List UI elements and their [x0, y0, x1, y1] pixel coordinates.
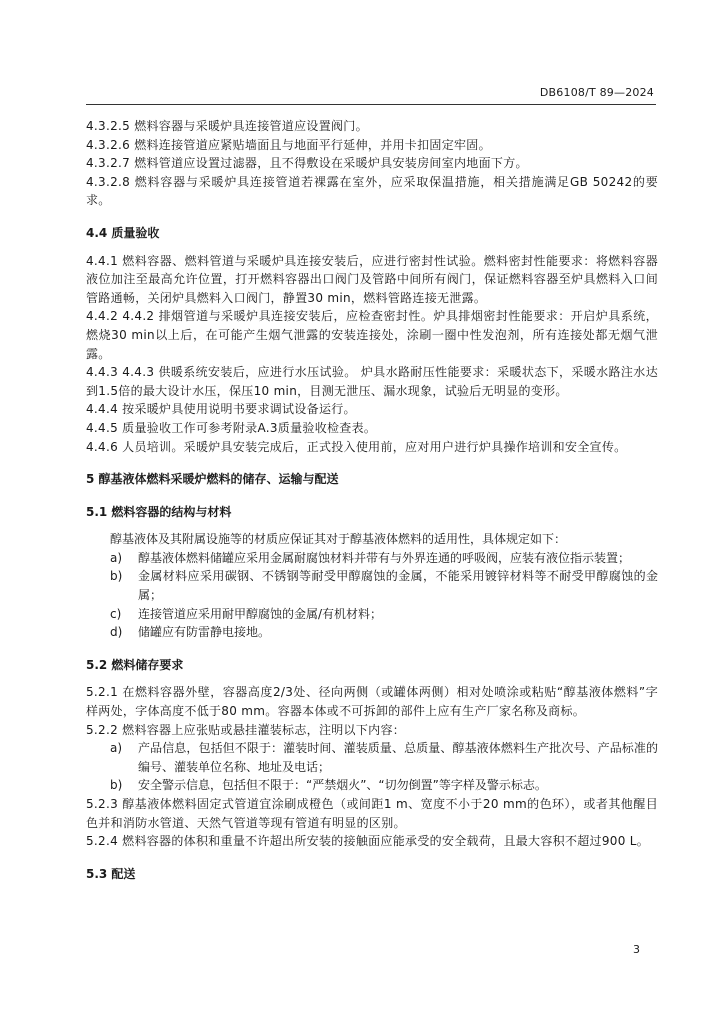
list-item-label: c)	[110, 606, 122, 621]
section-heading-4-4: 4.4 质量验收	[86, 225, 160, 240]
clause-4-3-2-6: 4.3.2.6 燃料连接管道应紧贴墙面且与地面平行延伸，并用卡扣固定牢固。	[86, 137, 491, 152]
clause-4-4-6: 4.4.6 人员培训。采暖炉具安装完成后，正式投入使用前，应对用户进行炉具操作培训和安全宣传。	[86, 439, 627, 454]
list-item	[86, 567, 658, 604]
section-heading-5-1: 5.1 燃料容器的结构与材料	[86, 504, 232, 519]
header-rule	[86, 104, 656, 105]
document-body	[86, 117, 658, 883]
clause-5-2-2: 5.2.2 燃料容器上应张贴或悬挂灌装标志，注明以下内容：	[86, 722, 406, 737]
list-item	[86, 623, 658, 642]
list-item-text: 金属材料应采用碳钢、不锈钢等耐受甲醇腐蚀的金属，不能采用镀锌材料等不耐受甲醇腐蚀的金属；	[138, 569, 658, 603]
clause-4-4-1: 4.4.1 燃料容器、燃料管道与采暖炉具连接安装后，应进行密封性试验。燃料密封性能要求：将燃料容器液位加注至最高允许位置，打开燃料容器出口阀门及管路中间所有阀门，保证燃料容器至炉具燃料入口间管路通畅，关闭炉具燃料入口阀门，静置30 min，燃料管路连接无泄露。	[86, 253, 658, 305]
list-item-label: d)	[110, 625, 123, 640]
clause-4-3-2-7: 4.3.2.7 燃料管道应设置过滤器，且不得敷设在采暖炉具安装房间室内地面下方。	[86, 156, 528, 171]
list-item	[86, 549, 658, 568]
clause-4-3-2-8: 4.3.2.8 燃料容器与采暖炉具连接管道若裸露在室外，应采取保温措施，相关措施满足GB 50242的要求。	[86, 174, 658, 208]
clause-4-4-5: 4.4.5 质量验收工作可参考附录A.3质量验收检查表。	[86, 420, 377, 435]
clause-4-4-3: 4.4.3 4.4.3 供暖系统安装后，应进行水压试验。 炉具水路耐压性能要求：采暖状态下，采暖水路注水达到1.5倍的最大设计水压，保压10 min，目测无泄压、漏水现象，试验后无明显的变形。	[86, 365, 658, 398]
clause-4-4-4: 4.4.4 按采暖炉具使用说明书要求调试设备运行。	[86, 402, 356, 417]
list-item-text: 产品信息，包括但不限于：灌装时间、灌装质量、总质量、醇基液体燃料生产批次号、产品标准的编号、灌装单位名称、地址及电话；	[138, 741, 658, 774]
list-item-text: 储罐应有防雷静电接地。	[138, 625, 271, 640]
list-item-text: 安全警示信息，包括但不限于：“严禁烟火”、“切勿倒置”等字样及警示标志。	[138, 778, 547, 793]
list-item-label: b)	[110, 569, 123, 584]
list-item	[86, 605, 658, 624]
chapter-heading-5: 5 醇基液体燃料采暖炉燃料的储存、运输与配送	[86, 472, 339, 487]
clause-4-3-2-5: 4.3.2.5 燃料容器与采暖炉具连接管道应设置阀门。	[86, 119, 368, 133]
list-item	[86, 739, 658, 776]
list-item-label: b)	[110, 778, 123, 793]
standard-code: DB6108/T 89—2024	[539, 86, 654, 99]
clause-5-2-1: 5.2.1 在燃料容器外壁，容器高度2/3处、径向两侧（或罐体两侧）相对处喷涂或粘贴“醇基液体燃料”字样两处，字体高度不低于80 mm。容器本体或不可拆卸的部件上应有生产厂家名称及商标。	[86, 685, 658, 719]
list-item-label: a)	[110, 741, 123, 756]
section-heading-5-2: 5.2 燃料储存要求	[86, 657, 184, 672]
clause-5-2-3: 5.2.3 醇基液体燃料固定式管道宜涂刷成橙色（或间距1 m、宽度不小于20 mm的色环），或者其他醒目色并和消防水管道、天然气管道等现有管道有明显的区别。	[86, 797, 658, 830]
list-item-text: 醇基液体燃料储罐应采用金属耐腐蚀材料并带有与外界连通的呼吸阀，应装有液位指示装置；	[138, 550, 631, 565]
clause-4-4-2: 4.4.2 4.4.2 排烟管道与采暖炉具连接安装后，应检查密封性。炉具排烟密封性能要求：开启炉具系统，燃烧30 min以上后，在可能产生烟气泄露的安装连接处，涂刷一圈中性发泡剂，所有连接处都无烟气泄露。	[86, 309, 658, 361]
list-item-label: a)	[110, 550, 123, 565]
intro-paragraph: 醇基液体及其附属设施等的材质应保证其对于醇基液体燃料的适用性，具体规定如下：	[110, 532, 567, 547]
list-item	[86, 776, 658, 795]
list-item-text: 连接管道应采用耐甲醇腐蚀的金属/有机材料；	[138, 606, 383, 621]
page-number: 3	[633, 943, 640, 956]
section-heading-5-3: 5.3 配送	[86, 866, 136, 881]
clause-5-2-4: 5.2.4 燃料容器的体积和重量不许超出所安装的接触面应能承受的安全载荷，且最大容积不超过900 L。	[86, 834, 650, 849]
